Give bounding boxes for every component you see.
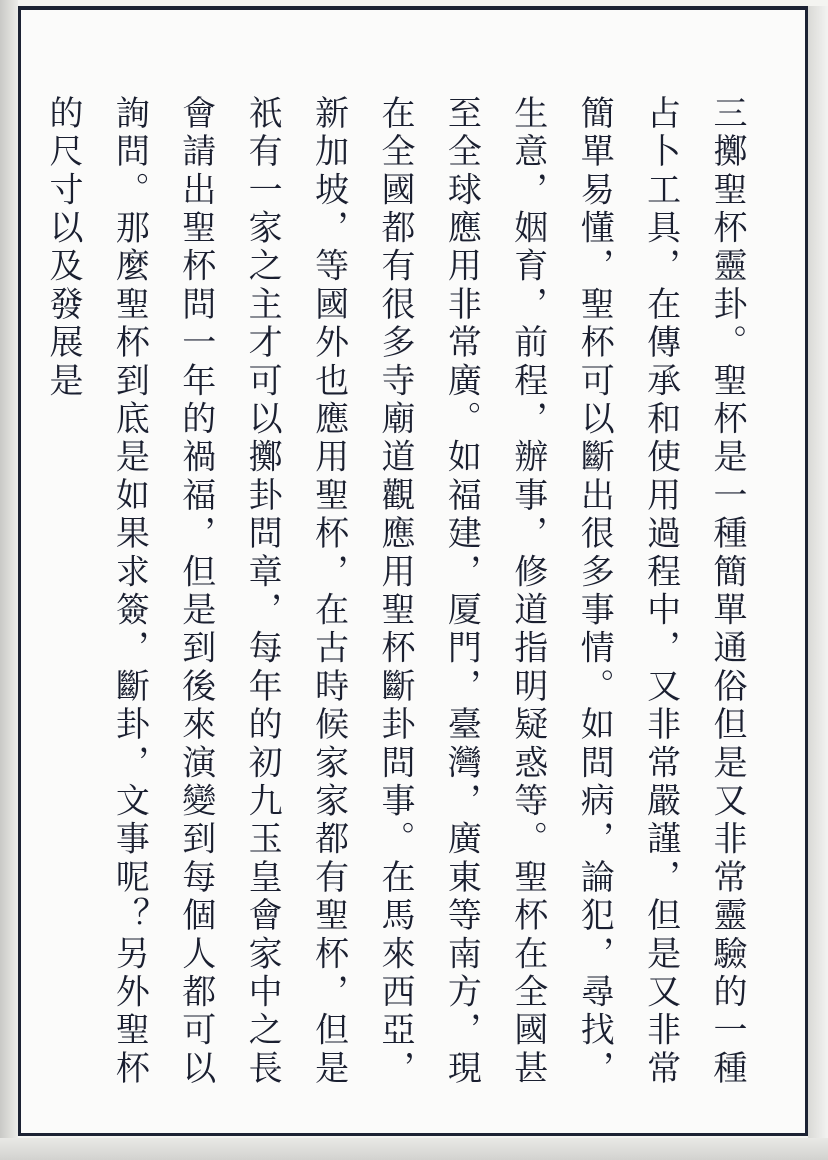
page-edge-shadow bbox=[0, 0, 18, 1160]
page-right-edge bbox=[808, 6, 828, 1160]
vertical-text-body bbox=[42, 95, 760, 1105]
page-bottom-shadow bbox=[0, 1138, 828, 1160]
body-paragraph: 三擲聖杯靈卦。聖杯是一種簡單通俗但是又非常靈驗的一種占卜工具，在傳承和使用過程中，又非常嚴謹，但是又非常簡單易懂，聖杯可以斷出很多事情。如問病，論犯，尋找，生意，姻育，前程，辦事，修道指明疑惑等。聖杯在全國甚至全球應用非常廣。如福建，厦門，臺灣，廣東等南方，現在全國都有很多寺廟道觀應用聖杯斷卦問事。在馬來西亞，新加坡，等國外也應用聖杯，在古時候家家都有聖杯，但是祇有一家之主才可以擲卦問章，每年的初九玉皇會家中之長會請出聖杯問一年的禍福，但是到後來演變到每個人都可以詢問。那麼聖杯到底是如果求簽，斷卦，文事呢？另外聖杯的尺寸以及發展是 bbox=[42, 95, 747, 1089]
